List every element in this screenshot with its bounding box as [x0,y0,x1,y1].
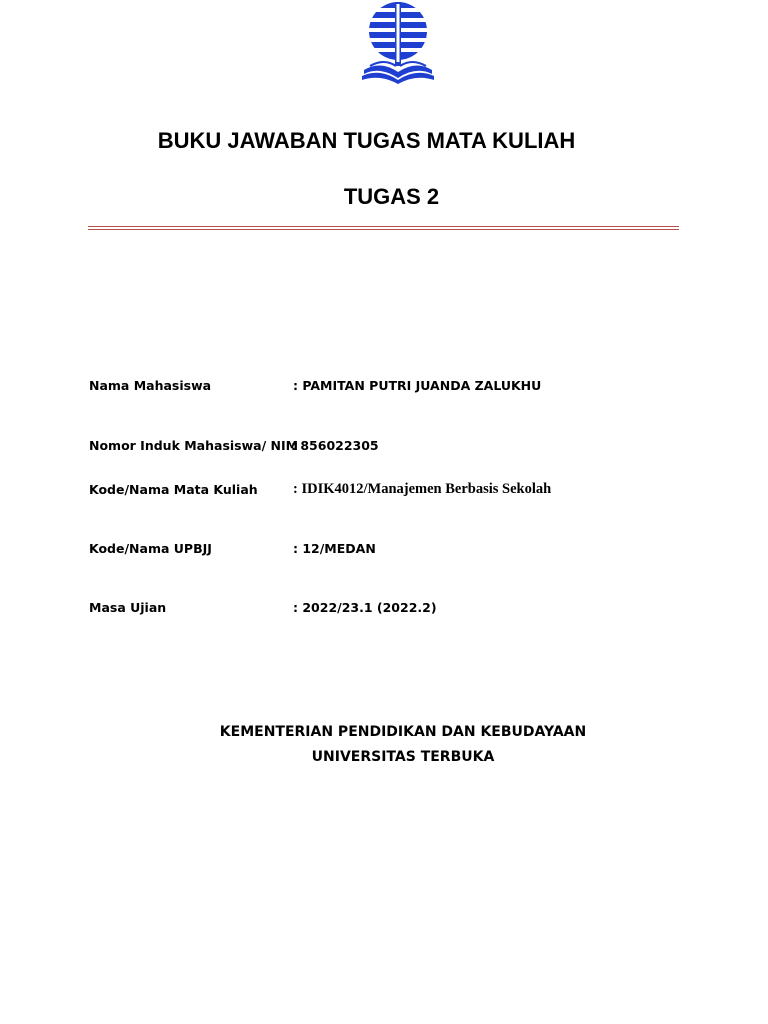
course-label: Kode/Nama Mata Kuliah [89,482,258,497]
student-name-label: Nama Mahasiswa [89,378,212,393]
ministry-name: KEMENTERIAN PENDIDIKAN DAN KEBUDAYAAN [219,724,587,740]
upbjj-label: Kode/Nama UPBJJ [89,541,212,556]
university-logo-icon [360,0,436,84]
exam-period-label: Masa Ujian [89,600,167,615]
student-id-label: Nomor Induk Mahasiswa/ NIM [89,438,299,453]
university-name: UNIVERSITAS TERBUKA [311,749,495,765]
upbjj-value: : 12/MEDAN [293,541,376,556]
title-divider [88,226,679,230]
document-subtitle: TUGAS 2 [343,184,440,209]
document-title: BUKU JAWABAN TUGAS MATA KULIAH [157,128,576,153]
student-id-value: : 856022305 [291,438,379,453]
course-value: : IDIK4012/Manajemen Berbasis Sekolah [293,481,552,497]
exam-period-value: : 2022/23.1 (2022.2) [293,600,437,615]
student-name-value: : PAMITAN PUTRI JUANDA ZALUKHU [293,378,542,393]
